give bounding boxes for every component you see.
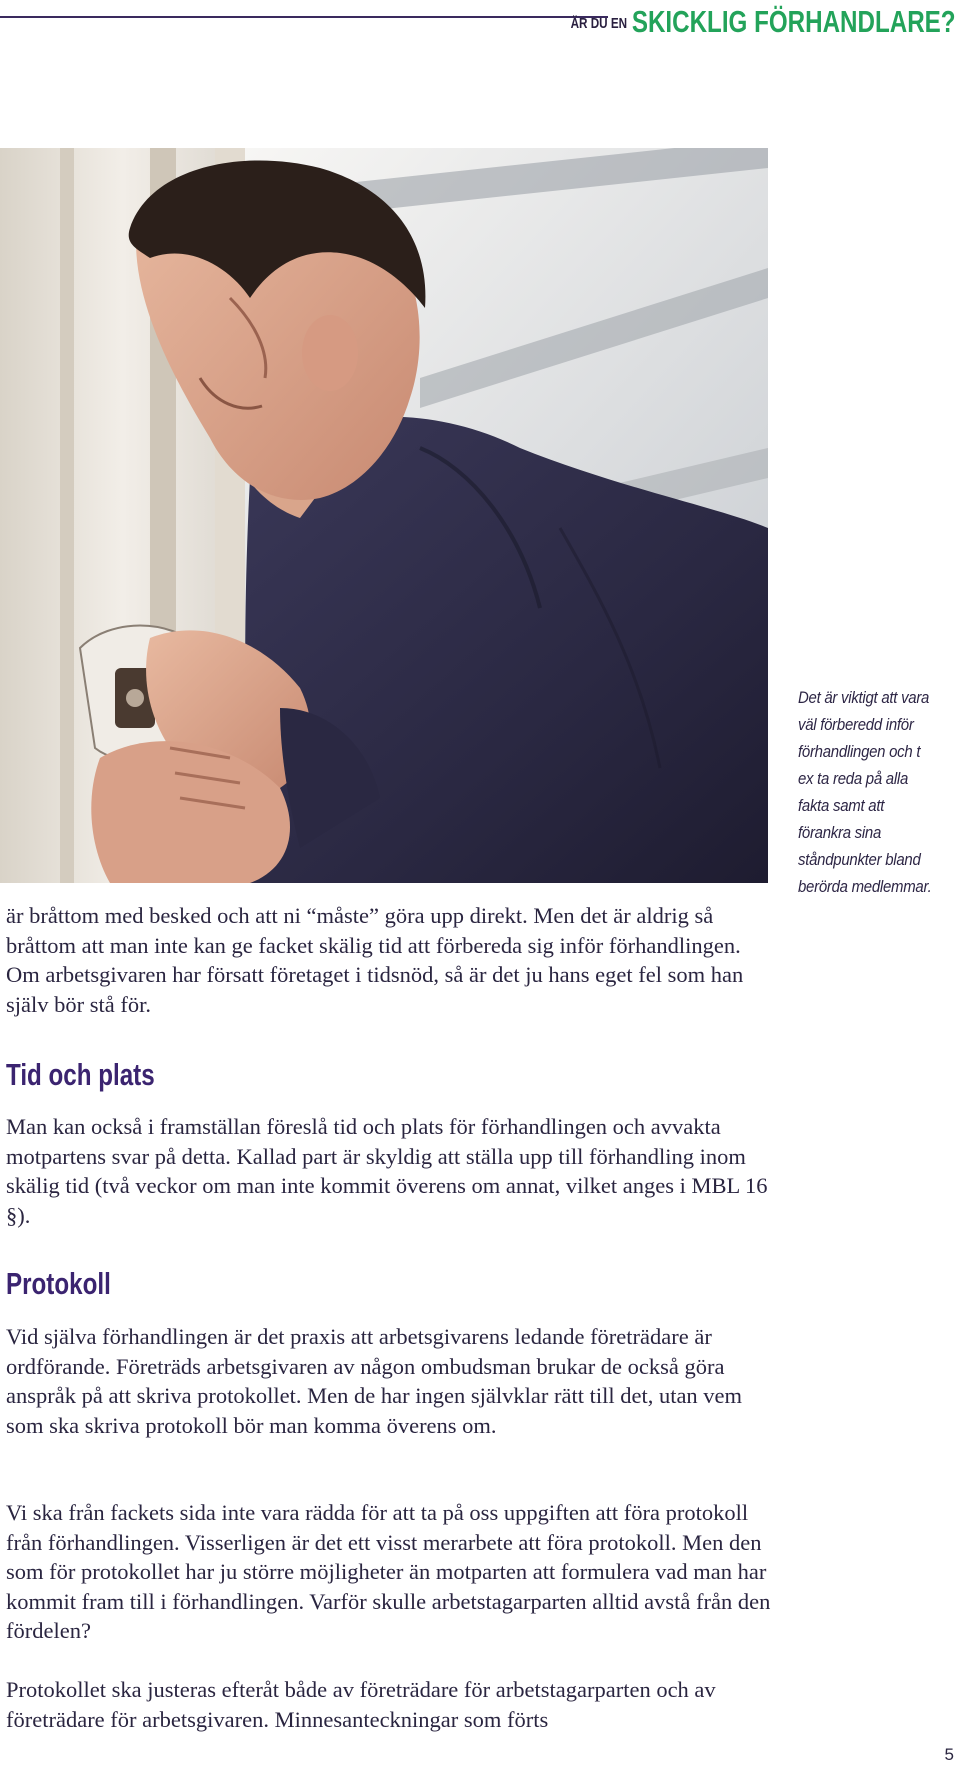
door-lock-photo (0, 148, 768, 883)
photo-caption: Det är viktigt att vara väl förberedd inför förhandlingen och t ex ta reda på alla fakta samt att förankra sina ståndpunkter bland berörda medlemmar. (798, 688, 932, 896)
body-paragraph-protokoll-1: Vid själva förhandlingen är det praxis att arbetsgivarens ledande företrädare är ordförande. Företräds arbetsgivaren av någon ombudsman brukar de också göra anspråk på att skriva protokollet. Men de har ingen självklar rätt till det, utan vem som ska skriva protokoll bör man komma överens om. (6, 1324, 743, 1438)
body-paragraph-tid-och-plats: Man kan också i framställan föreslå tid och plats för förhandlingen och avvakta motpartens svar på detta. Kallad part är skyldig att ställa upp till förhandling inom skälig tid (två veckor om man inte kommit överens om annat, vilket anges i MBL 16 §). (6, 1114, 768, 1228)
section-heading-protokoll: Protokoll (6, 1266, 111, 1301)
running-header (571, 4, 956, 40)
body-paragraph-intro: är bråttom med besked och att ni “måste” göra upp direkt. Men det är aldrig så bråttom att man inte kan ge facket skälig tid att förbereda sig inför förhandlingen. Om arbetsgivaren har försatt företaget i tidsnöd, så är det ju hans eget fel som han själv bör stå för. (6, 903, 744, 1017)
header-rule (0, 16, 608, 18)
running-header-title: SKICKLIG FÖRHANDLARE? (632, 4, 956, 39)
body-paragraph-protokoll-3: Protokollet ska justeras efteråt både av företrädare för arbetstagarparten och av företrädare för arbetsgivaren. Minnesanteckningar som förts (6, 1677, 716, 1732)
section-heading-tid-och-plats: Tid och plats (6, 1057, 155, 1092)
running-header-prefix: ÄR DU EN (571, 15, 628, 32)
body-paragraph-protokoll-2: Vi ska från fackets sida inte vara rädda för att ta på oss uppgiften att föra protokoll från förhandlingen. Visserligen är det ett visst merarbete att föra protokoll. Men den som för protokollet har ju större möjligheter än motparten att formulera vad man har kommit fram till i förhandlingen. Varför skulle arbetstagarparten alltid avstå från den fördelen? (6, 1500, 771, 1644)
page-number: 5 (944, 1745, 954, 1764)
